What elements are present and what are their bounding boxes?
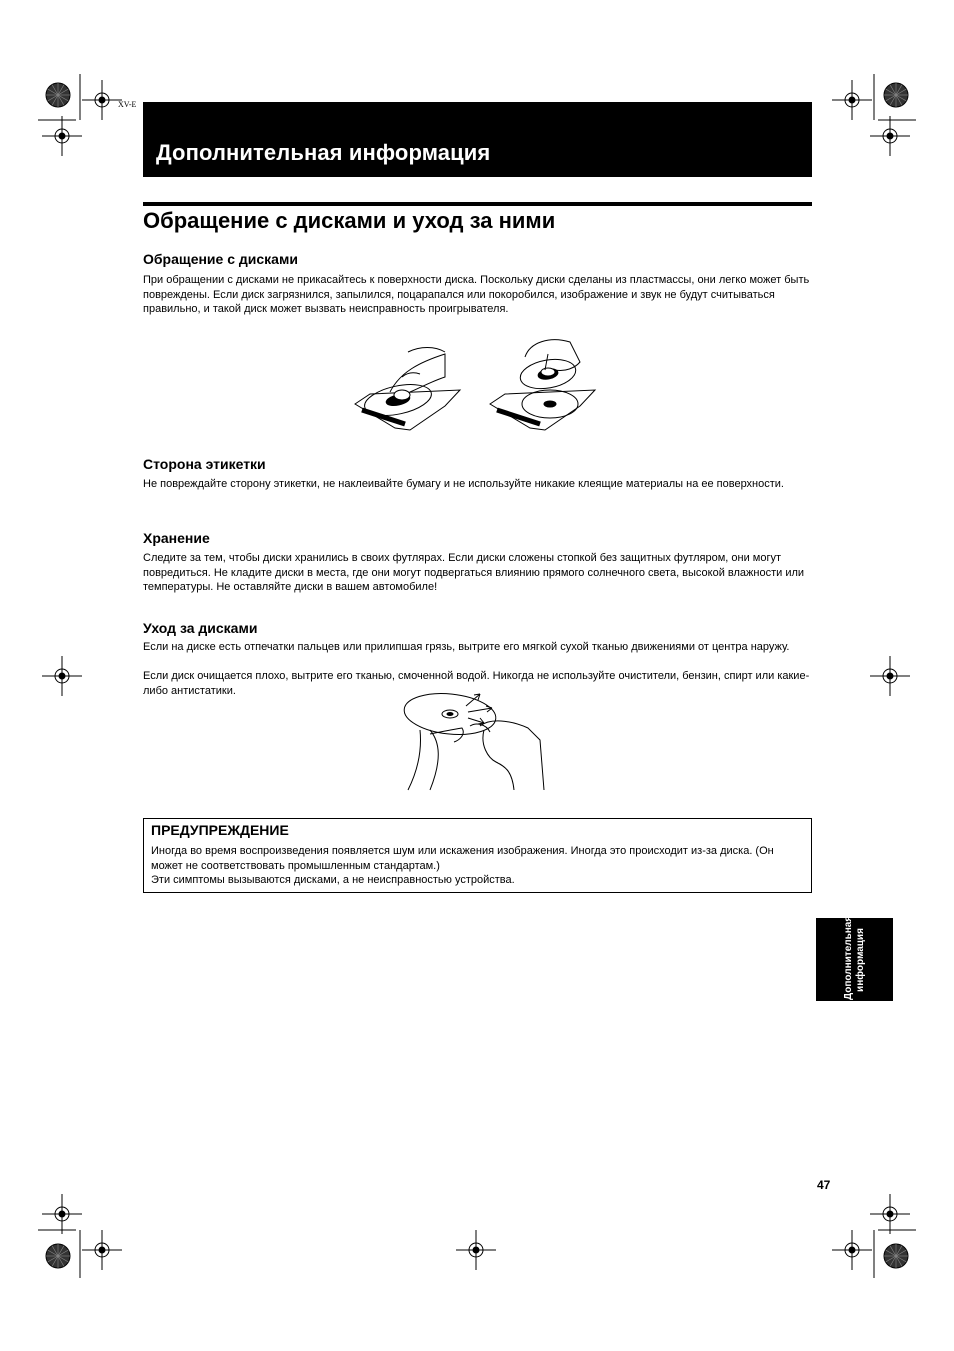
section-heading-storage: Хранение [143, 530, 210, 546]
warning-text [151, 844, 801, 888]
section-heading-handling: Обращение с дисками [143, 251, 298, 267]
page-title: Обращение с дисками и уход за ними [143, 208, 556, 233]
section-heading-label-side: Сторона этикетки [143, 456, 266, 472]
section-text-storage: Следите за тем, чтобы диски хранились в своих футлярах. Если диски сложены стопкой без защитных футляром, они могут повредиться. Не кладите диски в места, где они могут подвергаться влиянию прямого солнечного света, высокой влажности или температуры. Не оставляйте диски в вашем автомобиле! [143, 552, 805, 593]
section-heading-care: Уход за дисками [143, 620, 258, 636]
side-tab [816, 915, 893, 1001]
side-tab-label [842, 915, 867, 1000]
disc-cleaning-illustration [400, 690, 560, 795]
warning-line-1: Иногда во время воспроизведения появляется шум или искажения изображения. Иногда это происходит из-за диска. (Он может не соответствовать промышленным стандартам.) [151, 845, 774, 872]
header-stub-text: XV-E [118, 100, 137, 109]
section-text-care-1: Если на диске есть отпечатки пальцев или прилипшая грязь, вытрите его мягкой сухой тканью движениями от центра наружу. [143, 641, 790, 653]
side-tab-line-2: информация [854, 927, 866, 992]
page-number: 47 [817, 1178, 831, 1192]
disc-handling-illustration [350, 332, 610, 442]
warning-title: ПРЕДУПРЕЖДЕНИЕ [151, 822, 289, 838]
warning-box [143, 818, 812, 893]
warning-line-2: Эти симптомы вызываются дисками, а не неисправностью устройства. [151, 874, 515, 886]
section-text-label-side: Не повреждайте сторону этикетки, не наклеивайте бумагу и не используйте никакие клеящие материалы на ее поверхности. [143, 478, 784, 490]
section-text-handling: При обращении с дисками не прикасайтесь к поверхности диска. Поскольку диски сделаны из пластмассы, они легко может быть повреждены. Если диск загрязнился, запылился, поцарапался или покоробился, изображение и звук не будут считываться правильно, и такой диск может вызвать неисправность проигрывателя. [143, 274, 810, 315]
header-title: Дополнительная информация [156, 140, 491, 165]
section-text-care-2: Если диск очищается плохо, вытрите его тканью, смоченной водой. Никогда не используйте очистители, бензин, спирт или какие-либо антистатики. [143, 670, 810, 697]
side-tab-line-1: Дополнительная [842, 915, 854, 1000]
title-rule [143, 202, 812, 206]
